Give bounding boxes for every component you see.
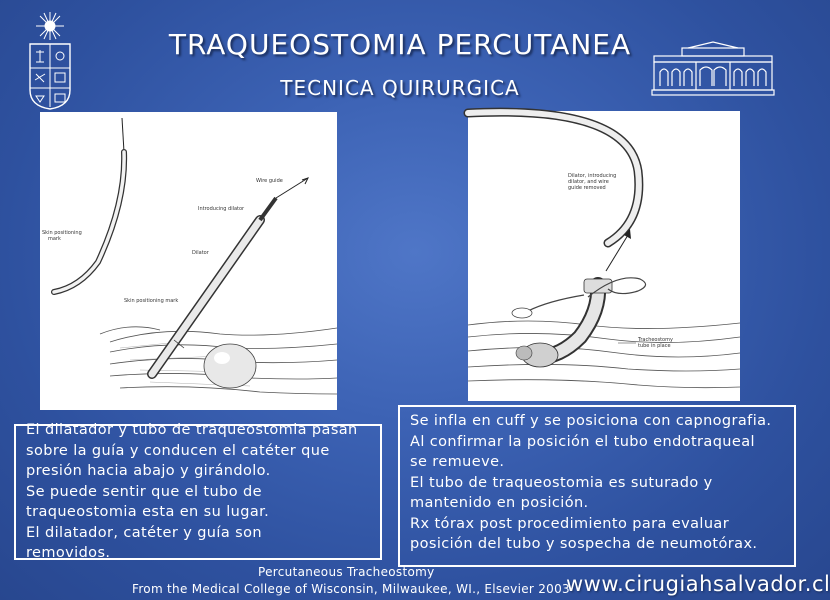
text-line: Rx tórax post procedimiento para evaluar — [410, 515, 730, 532]
procedure-illustration-tube — [468, 111, 740, 401]
building-facade-icon — [652, 40, 774, 96]
source-caption-reference: From the Medical College of Wisconsin, Milwaukee, WI., Elsevier 2003 — [132, 582, 570, 596]
text-line: presión hacia abajo y girándolo. — [26, 463, 271, 479]
text-line: El dilatador y tubo de traqueostomia pasan — [26, 422, 358, 438]
label-removed-2: dilator, and wire — [568, 179, 609, 185]
label-tube-2: tube in place — [638, 343, 671, 349]
text-line: El dilatador, catéter y guía son — [26, 524, 262, 541]
label-skin-positioning-1: Skin positioning — [42, 230, 82, 236]
page-subtitle: TECNICA QUIRURGICA — [280, 76, 520, 100]
source-caption-title: Percutaneous Tracheostomy — [258, 565, 435, 579]
label-wire-guide: Wire guide — [256, 178, 283, 184]
text-line: Al confirmar la posición el tubo endotraqueal — [410, 433, 755, 450]
page-title: TRAQUEOSTOMIA PERCUTANEA — [168, 28, 632, 61]
text-line: Se infla en cuff y se posiciona con capnografia. — [410, 413, 772, 429]
label-removed-1: Dilator, introducing — [568, 173, 617, 179]
description-left — [14, 424, 382, 560]
text-line: traqueostomia esta en su lugar. — [26, 504, 270, 520]
label-tube-1: Tracheostomy — [638, 337, 673, 343]
procedure-illustration-dilator — [40, 112, 337, 410]
label-introducing-dilator: Introducing dilator — [198, 206, 245, 212]
label-removed-3: guide removed — [568, 185, 606, 191]
label-dilator: Dilator — [192, 250, 209, 256]
label-skin-positioning-2: mark — [48, 236, 61, 242]
description-right — [398, 405, 796, 567]
text-line: removidos. — [26, 545, 111, 561]
text-line: sobre la guía y conducen el catéter que — [26, 442, 330, 459]
text-line: posición del tubo y sospecha de neumotórax. — [410, 536, 758, 552]
text-line: El tubo de traqueostomia es suturado y — [410, 474, 713, 491]
text-line: mantenido en posición. — [410, 495, 589, 511]
website-link[interactable]: www.cirugiahsalvador.cl — [566, 572, 830, 596]
text-line: se remueve. — [410, 454, 505, 470]
label-skin-positioning-bottom: Skin positioning mark — [124, 298, 179, 304]
text-line: Se puede sentir que el tubo de — [26, 483, 262, 500]
